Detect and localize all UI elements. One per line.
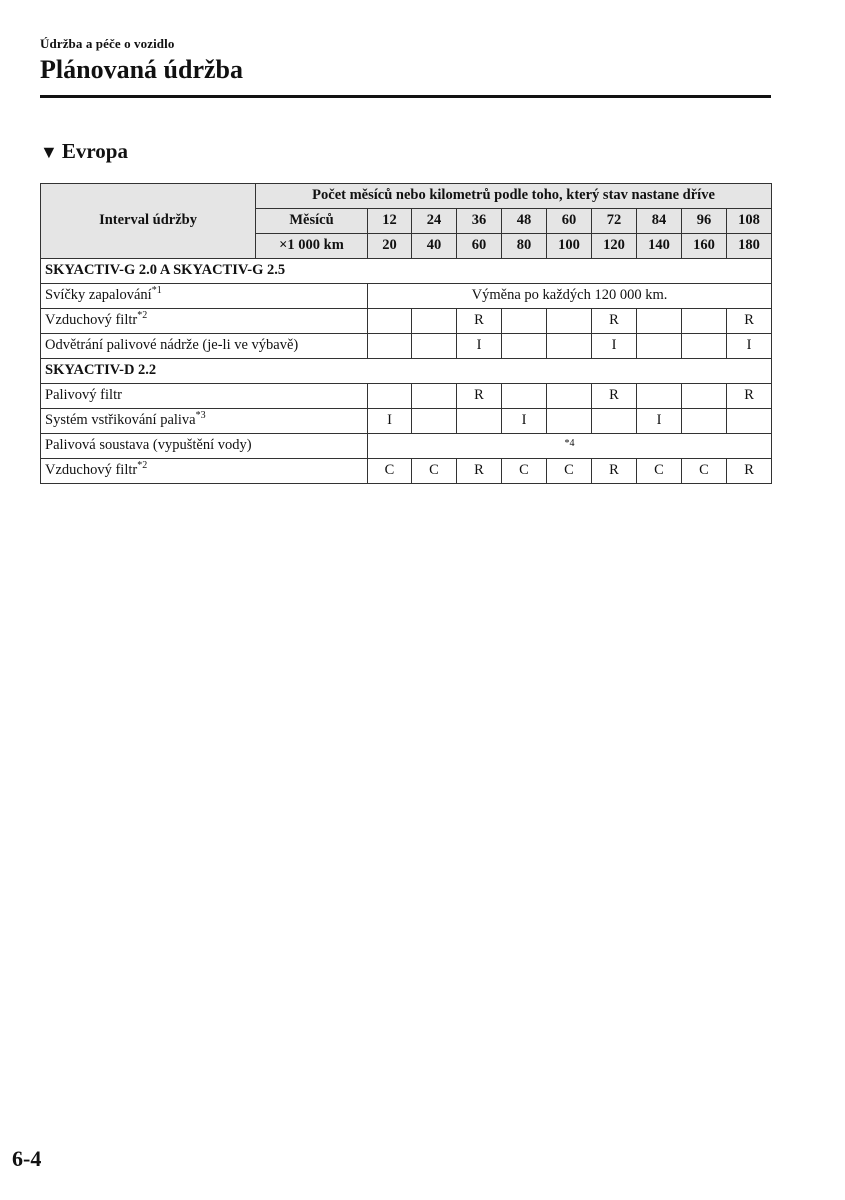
item-label: Palivový filtr: [45, 387, 122, 404]
interval-cell: [412, 409, 457, 434]
table-row: [41, 309, 772, 334]
footnote-ref: *2: [137, 310, 148, 322]
interval-cell: C: [502, 459, 547, 484]
interval-cell: C: [637, 459, 682, 484]
interval-span-cell: [368, 284, 772, 309]
span-header: Počet měsíců nebo kilometrů podle toho, který stav nastane dříve: [256, 184, 772, 209]
interval-cell: R: [592, 309, 637, 334]
km-value: 60: [457, 234, 502, 259]
interval-cell: I: [457, 334, 502, 359]
interval-cell: [502, 334, 547, 359]
months-value: 72: [592, 209, 637, 234]
months-value: 24: [412, 209, 457, 234]
header-row-span: [41, 184, 772, 209]
km-value: 160: [682, 234, 727, 259]
interval-cell: [682, 384, 727, 409]
interval-cell: [502, 309, 547, 334]
item-label-cell: [41, 459, 368, 484]
interval-cell: [412, 309, 457, 334]
interval-cell: C: [412, 459, 457, 484]
section-heading: [40, 139, 128, 164]
interval-cell: [682, 409, 727, 434]
table-row: [41, 409, 772, 434]
interval-cell: [547, 334, 592, 359]
interval-span-text: *4: [564, 437, 575, 449]
interval-cell: [368, 309, 412, 334]
interval-span-cell: [368, 434, 772, 459]
interval-cell: [682, 334, 727, 359]
interval-cell: [637, 334, 682, 359]
item-label-cell: [41, 409, 368, 434]
interval-cell: R: [592, 459, 637, 484]
item-label-cell: [41, 284, 368, 309]
table-row: [41, 284, 772, 309]
triangle-down-icon: ▼: [40, 142, 58, 162]
interval-cell: [368, 384, 412, 409]
section-title: Evropa: [61, 139, 128, 163]
months-value: 48: [502, 209, 547, 234]
interval-cell: C: [368, 459, 412, 484]
months-value: 36: [457, 209, 502, 234]
table-row: [41, 434, 772, 459]
item-label: Palivová soustava (vypuštění vody): [45, 437, 252, 454]
footnote-ref: *3: [195, 410, 206, 422]
item-label-cell: [41, 334, 368, 359]
months-value: 84: [637, 209, 682, 234]
page-title: Plánovaná údržba: [40, 55, 243, 84]
km-label: ×1 000 km: [256, 234, 368, 259]
interval-header: Interval údržby: [41, 184, 256, 259]
km-value: 180: [727, 234, 772, 259]
interval-cell: C: [682, 459, 727, 484]
breadcrumb: Údržba a péče o vozidlo: [40, 36, 175, 51]
interval-cell: R: [592, 384, 637, 409]
footnote-ref: *2: [137, 460, 148, 472]
interval-cell: [727, 409, 772, 434]
item-label: Systém vstřikování paliva: [45, 412, 196, 429]
months-value: 60: [547, 209, 592, 234]
table-row: [41, 459, 772, 484]
interval-cell: R: [457, 384, 502, 409]
interval-cell: R: [457, 459, 502, 484]
interval-cell: R: [727, 309, 772, 334]
interval-cell: [637, 309, 682, 334]
item-label: Svíčky zapalování: [45, 287, 152, 304]
interval-cell: C: [547, 459, 592, 484]
interval-cell: R: [457, 309, 502, 334]
interval-cell: I: [502, 409, 547, 434]
km-value: 80: [502, 234, 547, 259]
months-value: 96: [682, 209, 727, 234]
footnote-ref: *1: [151, 285, 162, 297]
interval-cell: [547, 309, 592, 334]
km-value: 140: [637, 234, 682, 259]
interval-cell: [457, 409, 502, 434]
months-label: Měsíců: [256, 209, 368, 234]
item-label-cell: [41, 434, 368, 459]
interval-cell: R: [727, 384, 772, 409]
item-label-cell: [41, 384, 368, 409]
interval-cell: [682, 309, 727, 334]
table-row: [41, 384, 772, 409]
item-label: Vzduchový filtr: [45, 312, 138, 329]
interval-cell: I: [637, 409, 682, 434]
title-divider: [40, 95, 771, 98]
interval-cell: [412, 384, 457, 409]
table-row: [41, 334, 772, 359]
group-row: [41, 259, 772, 284]
maintenance-schedule-table: [40, 183, 772, 484]
interval-cell: I: [592, 334, 637, 359]
interval-cell: [368, 334, 412, 359]
interval-cell: [592, 409, 637, 434]
interval-cell: I: [368, 409, 412, 434]
km-value: 120: [592, 234, 637, 259]
km-value: 40: [412, 234, 457, 259]
interval-span-text: Výměna po každých 120 000 km.: [471, 287, 668, 304]
page-number: 6-4: [12, 1146, 42, 1171]
interval-cell: [637, 384, 682, 409]
schedule-body: [41, 184, 772, 484]
interval-cell: R: [727, 459, 772, 484]
group-title: SKYACTIV-D 2.2: [41, 359, 772, 384]
interval-cell: [547, 384, 592, 409]
months-value: 108: [727, 209, 772, 234]
interval-cell: [412, 334, 457, 359]
interval-cell: I: [727, 334, 772, 359]
interval-cell: [502, 384, 547, 409]
km-value: 20: [368, 234, 412, 259]
item-label: Odvětrání palivové nádrže (je-li ve výbavě): [45, 337, 299, 354]
item-label: Vzduchový filtr: [45, 462, 138, 479]
km-value: 100: [547, 234, 592, 259]
item-label-cell: [41, 309, 368, 334]
interval-cell: [547, 409, 592, 434]
group-row: [41, 359, 772, 384]
months-value: 12: [368, 209, 412, 234]
group-title: SKYACTIV-G 2.0 A SKYACTIV-G 2.5: [41, 259, 772, 284]
